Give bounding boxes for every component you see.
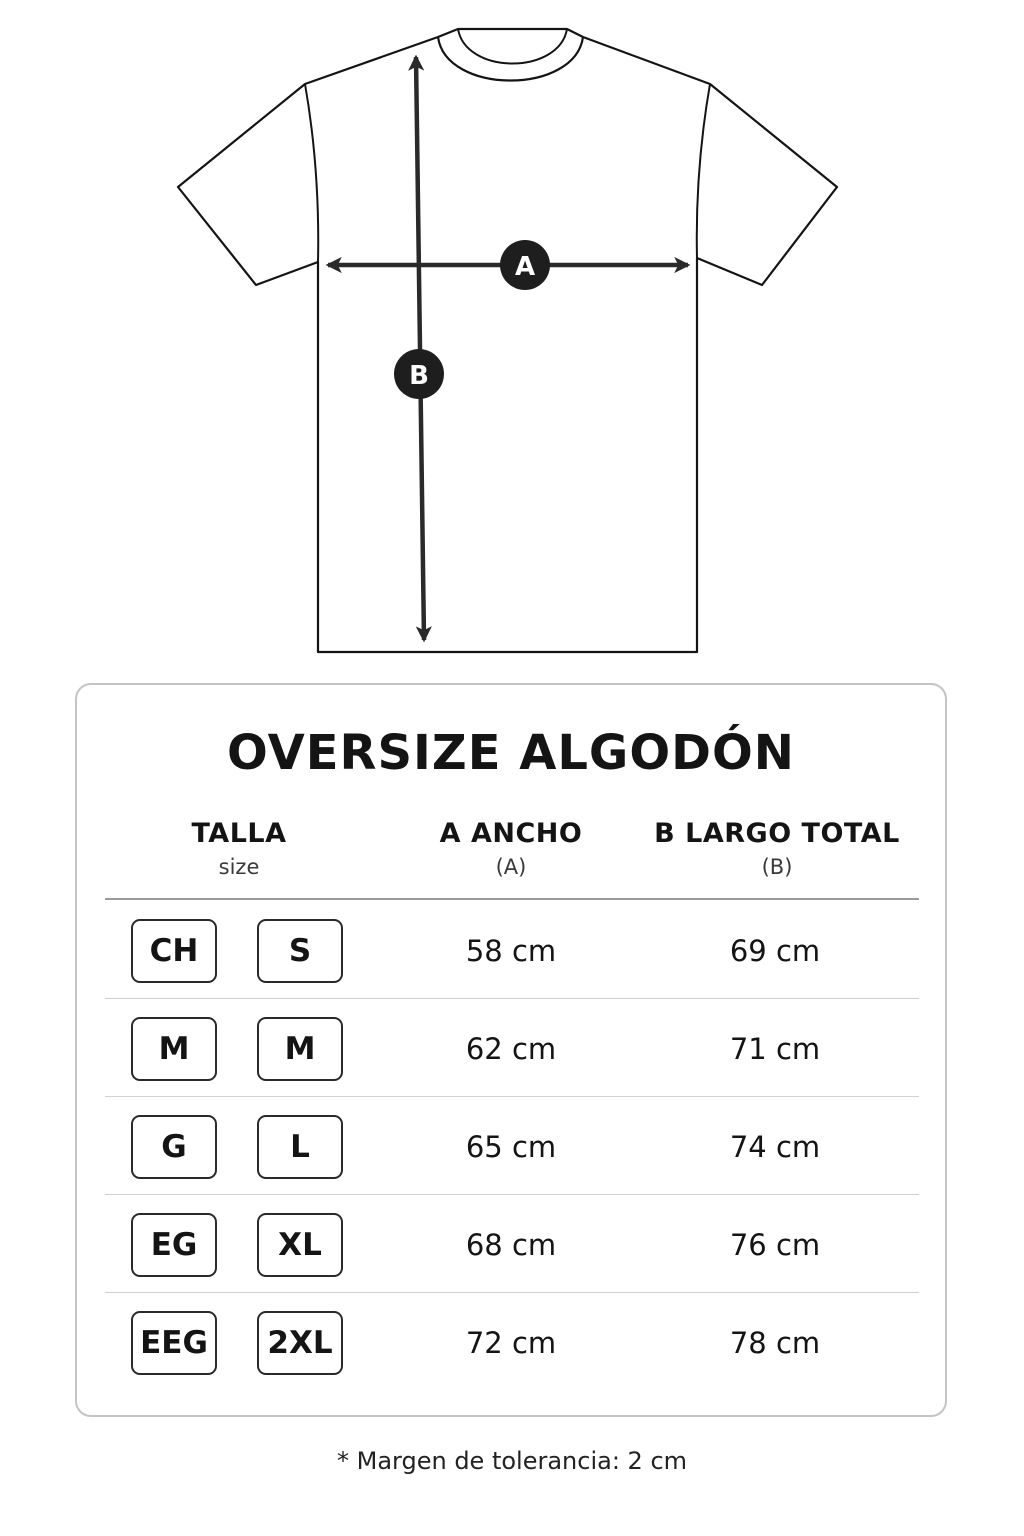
- marker-b: [394, 349, 444, 399]
- header-size-sub: size: [218, 855, 260, 879]
- length-value: 74 cm: [729, 1130, 821, 1164]
- marker-a: [500, 240, 550, 290]
- tshirt-outline: [178, 29, 837, 652]
- header-divider: [105, 898, 919, 900]
- length-value: 69 cm: [729, 934, 821, 968]
- header-width-sub: (A): [495, 855, 527, 879]
- tshirt-illustration: [0, 0, 1024, 670]
- width-value: 65 cm: [465, 1130, 557, 1164]
- size-chip-mx: EG: [131, 1213, 217, 1277]
- width-value: 68 cm: [465, 1228, 557, 1262]
- header-length-sub: (B): [761, 855, 793, 879]
- header-size-label: TALLA: [191, 818, 287, 849]
- table-row: [105, 999, 919, 1097]
- size-chip-mx: M: [131, 1017, 217, 1081]
- size-chip-intl: S: [257, 919, 343, 983]
- header-size: [169, 818, 309, 879]
- table-row: [105, 1097, 919, 1195]
- header-length-label: B LARGO TOTAL: [654, 818, 900, 849]
- table-row: [105, 1293, 919, 1391]
- length-value: 76 cm: [729, 1228, 821, 1262]
- length-value: 71 cm: [729, 1032, 821, 1066]
- tolerance-note: * Margen de tolerancia: 2 cm: [336, 1447, 688, 1475]
- width-value: 62 cm: [465, 1032, 557, 1066]
- length-value: 78 cm: [729, 1326, 821, 1360]
- header-width-label: A ANCHO: [439, 818, 583, 849]
- size-chart-card: [75, 683, 947, 1417]
- marker-a-label: A: [514, 252, 536, 282]
- size-chip-mx: CH: [131, 919, 217, 983]
- size-chip-mx: EEG: [131, 1311, 217, 1375]
- size-chip-intl: M: [257, 1017, 343, 1081]
- size-chip-intl: L: [257, 1115, 343, 1179]
- width-value: 72 cm: [465, 1326, 557, 1360]
- header-length: [642, 818, 912, 879]
- size-chip-intl: 2XL: [257, 1311, 343, 1375]
- tshirt-diagram: [0, 0, 1024, 670]
- marker-b-label: B: [409, 361, 429, 391]
- size-chip-mx: G: [131, 1115, 217, 1179]
- chart-title: OVERSIZE ALGODÓN: [227, 725, 795, 781]
- table-row: [105, 901, 919, 999]
- width-value: 58 cm: [465, 934, 557, 968]
- header-width: [411, 818, 611, 879]
- size-chip-intl: XL: [257, 1213, 343, 1277]
- table-row: [105, 1195, 919, 1293]
